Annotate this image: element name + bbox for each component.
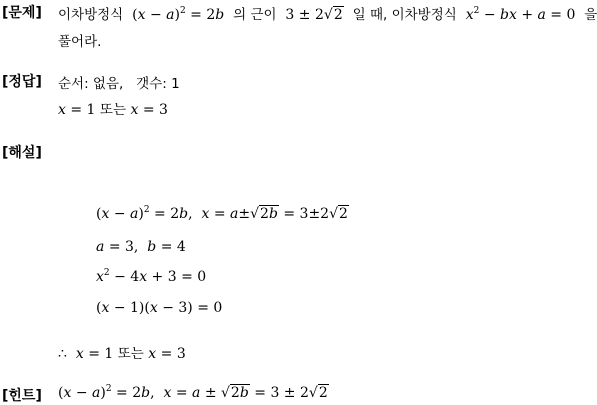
- answer-connector: 또는: [99, 102, 126, 118]
- problem-text-mid: 의 근이: [233, 7, 277, 23]
- problem-root: 3 ± 2√2: [280, 7, 343, 23]
- problem-equation: $(x - a)^2 = 2b$: [132, 6, 229, 23]
- solution-connector: 또는: [117, 346, 144, 362]
- problem-text-mid2: 일 때, 이차방정식: [352, 7, 457, 23]
- answer-label: [정답]: [2, 74, 42, 90]
- solution-step-3: $x^2 - 4x + 3 = 0$: [96, 268, 207, 285]
- solution-label: [해설]: [2, 145, 42, 161]
- problem-line-1: [58, 3, 597, 23]
- solution-step-4: (x − 1)(x − 3) = 0: [96, 300, 223, 316]
- hint-equation: $(x - a)^2 = 2b$, x = a ± √2b = 3 ± 2√2: [58, 384, 328, 401]
- answer-order-text: 순서: 없음, 갯수: 1: [58, 76, 180, 92]
- problem-line-2: 풀어라.: [58, 34, 102, 50]
- problem-label: [문제]: [2, 5, 42, 21]
- problem-text-post: 을: [584, 7, 597, 23]
- hint-label: [힌트]: [2, 388, 42, 404]
- solution-conclusion: ∴ x = 1 또는 x = 3: [58, 346, 186, 362]
- problem-equation-2: $x^2$ − bx + a = 0: [461, 6, 576, 23]
- solution-step-1: $(x - a)^2 = 2b$, x = a±√2b = 3±2√2: [96, 205, 348, 222]
- solution-step-2: a = 3, b = 4: [96, 239, 186, 255]
- problem-text-pre: 이차방정식: [58, 7, 124, 23]
- answer-solution: x = 1 또는 x = 3: [58, 102, 168, 118]
